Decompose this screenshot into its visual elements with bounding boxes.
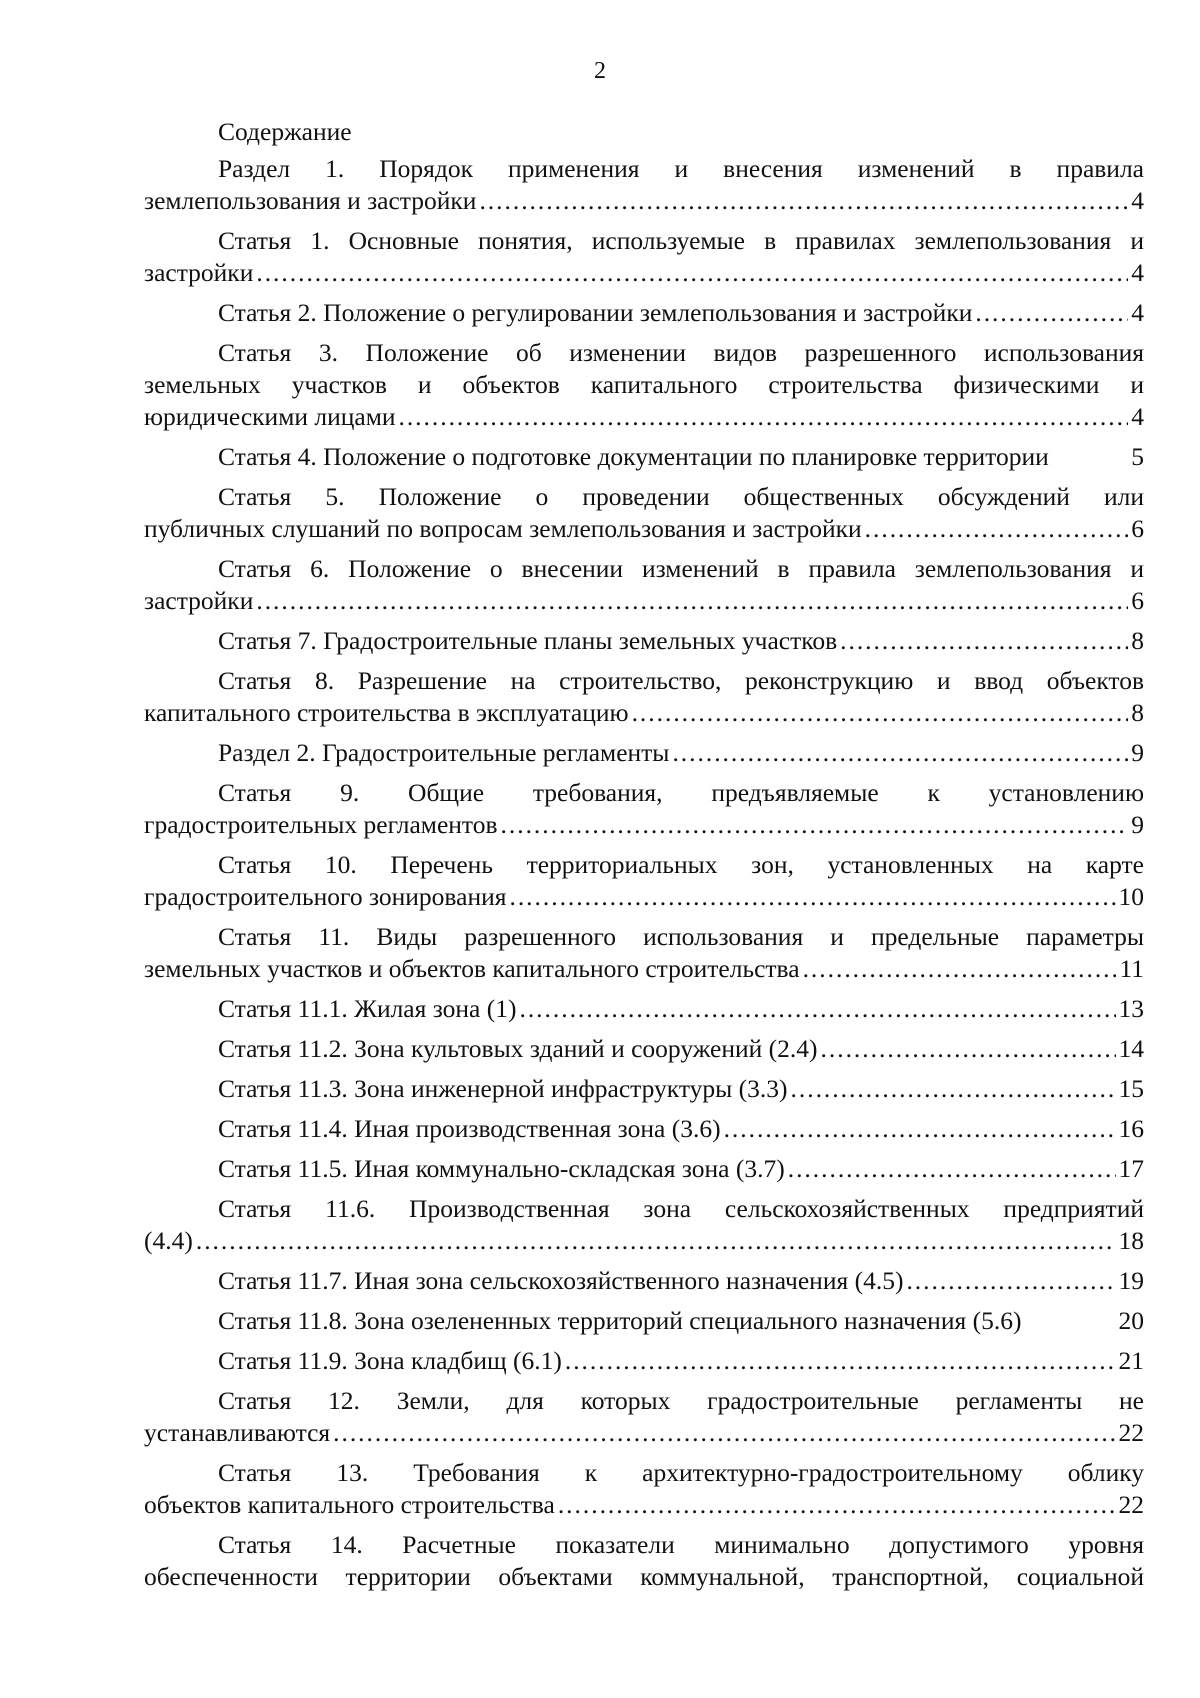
toc-entry-title: Статья 11.2. Зона культовых зданий и сооружений (2.4) (218, 1034, 818, 1063)
dot-leader (672, 737, 1128, 769)
toc-entry (144, 849, 1144, 913)
dot-leader (840, 625, 1128, 657)
toc-entry-heading: Статья 6. Положение о внесении изменений в правила землепользования и (218, 554, 1144, 583)
toc-entry-heading: Статья 3. Положение об изменении видов разрешенного использования (218, 338, 1144, 367)
toc-entry-title: объектов капитального строительства (144, 1490, 555, 1519)
toc-entry (144, 921, 1144, 985)
toc-entry-line (144, 881, 1144, 913)
dot-leader (479, 185, 1128, 217)
toc-page-number: 5 (1131, 442, 1144, 471)
toc-entry-heading: Статья 11. Виды разрешенного использования и предельные параметры (218, 922, 1144, 951)
toc-entry-title: юридическими лицами (144, 402, 396, 431)
toc-page-number: 9 (1131, 810, 1144, 839)
toc-entry (144, 1265, 1144, 1297)
toc-entry-continued (144, 1529, 1144, 1593)
toc-entry-line (144, 1113, 1144, 1145)
toc-entry-line (144, 809, 1144, 841)
toc-entry (144, 1305, 1144, 1337)
table-of-contents (144, 153, 1144, 1601)
toc-entry-line (144, 441, 1144, 473)
toc-page-number: 11 (1119, 954, 1144, 983)
toc-entry-line (144, 1417, 1144, 1449)
toc-entry (144, 441, 1144, 473)
toc-page-number: 22 (1118, 1490, 1144, 1519)
toc-entry-title: Статья 11.7. Иная зона сельскохозяйственного назначения (4.5) (218, 1266, 904, 1295)
toc-entry (144, 1385, 1144, 1449)
toc-page-number: 14 (1118, 1034, 1144, 1063)
toc-page-number: 4 (1131, 298, 1144, 327)
toc-entry-title: Раздел 2. Градостроительные регламенты (218, 738, 670, 767)
toc-entry (144, 625, 1144, 657)
toc-entry-line (144, 257, 1144, 289)
toc-entry-title: капитального строительства в эксплуатацию (144, 698, 629, 727)
toc-entry-line (144, 993, 1144, 1025)
toc-page-number: 18 (1118, 1226, 1144, 1255)
toc-entry-line (144, 1033, 1144, 1065)
toc-page-number: 6 (1131, 586, 1144, 615)
dot-leader (632, 697, 1129, 729)
toc-entry-line (144, 1489, 1144, 1521)
dot-leader (398, 401, 1128, 433)
dot-leader (791, 1073, 1116, 1105)
toc-entry-line (144, 953, 1144, 985)
dot-leader (519, 993, 1115, 1025)
toc-entry-title: градостроительных регламентов (144, 810, 498, 839)
toc-page-number: 4 (1131, 402, 1144, 431)
dot-leader (788, 1153, 1116, 1185)
toc-entry-title: застройки (144, 586, 254, 615)
toc-entry-heading: Статья 12. Земли, для которых градостроительные регламенты не (218, 1386, 1144, 1415)
toc-entry-line (144, 625, 1144, 657)
toc-entry (144, 225, 1144, 289)
toc-entry-line (144, 737, 1144, 769)
toc-page-number: 13 (1118, 994, 1144, 1023)
toc-entry-title: Статья 11.1. Жилая зона (1) (218, 994, 517, 1023)
dot-leader (565, 1345, 1116, 1377)
toc-entry-heading: Статья 1. Основные понятия, используемые в правилах землепользования и (218, 226, 1144, 255)
toc-entry-title: Статья 11.3. Зона инженерной инфраструктуры (3.3) (218, 1074, 788, 1103)
dot-leader (558, 1489, 1116, 1521)
dot-leader (256, 257, 1128, 289)
toc-entry (144, 665, 1144, 729)
toc-entry (144, 153, 1144, 217)
toc-page-number: 17 (1118, 1154, 1144, 1183)
toc-entry-heading: Раздел 1. Порядок применения и внесения изменений в правила (218, 154, 1144, 183)
toc-entry-title: (4.4) (144, 1226, 193, 1255)
toc-entry-title: землепользования и застройки (144, 186, 477, 215)
toc-entry (144, 1033, 1144, 1065)
dot-leader (501, 809, 1129, 841)
dot-leader (333, 1417, 1115, 1449)
toc-entry-line (144, 1345, 1144, 1377)
dot-leader (865, 513, 1129, 545)
toc-entry-title: устанавливаются (144, 1418, 331, 1447)
dot-leader (724, 1113, 1116, 1145)
toc-entry (144, 1193, 1144, 1257)
toc-entry-heading: Статья 8. Разрешение на строительство, реконструкцию и ввод объектов (218, 666, 1144, 695)
toc-entry-line (144, 585, 1144, 617)
dot-leader (196, 1225, 1116, 1257)
toc-entry-heading: Статья 9. Общие требования, предъявляемые к установлению (218, 778, 1144, 807)
toc-entry-title: Статья 4. Положение о подготовке документации по планировке территории (218, 442, 1049, 471)
toc-page-number: 21 (1118, 1346, 1144, 1375)
dot-leader (256, 585, 1128, 617)
toc-page-number: 4 (1131, 186, 1144, 215)
toc-entry-title: Статья 11.5. Иная коммунально-складская зона (3.7) (218, 1154, 785, 1183)
toc-page-number: 22 (1118, 1418, 1144, 1447)
toc-entry-line (144, 1073, 1144, 1105)
toc-entry (144, 777, 1144, 841)
dot-leader (509, 881, 1115, 913)
toc-entry-heading: Статья 13. Требования к архитектурно-градостроительному облику (218, 1458, 1144, 1487)
toc-entry-title: градостроительного зонирования (144, 882, 507, 911)
toc-entry-heading: Статья 14. Расчетные показатели минимально допустимого уровня (218, 1530, 1144, 1559)
toc-page-number: 15 (1118, 1074, 1144, 1103)
toc-entry-line (144, 185, 1144, 217)
toc-entry-title: Статья 11.8. Зона озелененных территорий специального назначения (5.6) (218, 1306, 1022, 1335)
toc-entry (144, 337, 1144, 433)
toc-entry-heading: Статья 10. Перечень территориальных зон, установленных на карте (218, 850, 1144, 879)
toc-page-number: 9 (1131, 738, 1144, 767)
toc-entry (144, 1073, 1144, 1105)
toc-entry (144, 737, 1144, 769)
toc-page-number: 10 (1118, 882, 1144, 911)
toc-entry (144, 993, 1144, 1025)
toc-entry-title: публичных слушаний по вопросам землепользования и застройки (144, 514, 862, 543)
toc-entry (144, 1153, 1144, 1185)
toc-entry-heading-continued: земельных участков и объектов капитального строительства физическими и (144, 370, 1144, 399)
dot-leader (803, 953, 1117, 985)
toc-entry-line (144, 1265, 1144, 1297)
toc-title: Содержание (218, 117, 352, 146)
toc-entry-title: застройки (144, 258, 254, 287)
toc-entry-heading: Статья 11.6. Производственная зона сельскохозяйственных предприятий (218, 1194, 1144, 1223)
toc-entry-line (144, 1305, 1144, 1337)
toc-entry (144, 481, 1144, 545)
toc-entry (144, 553, 1144, 617)
toc-entry-title: Статья 7. Градостроительные планы земельных участков (218, 626, 838, 655)
toc-entry-heading-continued: обеспеченности территории объектами коммунальной, транспортной, социальной (144, 1562, 1144, 1591)
dot-leader (975, 297, 1128, 329)
toc-entry-line (144, 401, 1144, 433)
dot-leader (821, 1033, 1116, 1065)
toc-entry-line (144, 697, 1144, 729)
toc-page-number: 8 (1131, 698, 1144, 727)
toc-entry-heading: Статья 5. Положение о проведении общественных обсуждений или (218, 482, 1144, 511)
toc-entry-line (144, 1153, 1144, 1185)
page-number: 2 (594, 58, 606, 84)
toc-page-number: 8 (1131, 626, 1144, 655)
toc-entry-title: Статья 11.9. Зона кладбищ (6.1) (218, 1346, 562, 1375)
toc-entry (144, 297, 1144, 329)
toc-page-number: 20 (1118, 1306, 1144, 1335)
toc-entry (144, 1457, 1144, 1521)
toc-entry-line (144, 1225, 1144, 1257)
toc-page-number: 19 (1118, 1266, 1144, 1295)
toc-page-number: 16 (1118, 1114, 1144, 1143)
toc-entry-title: Статья 2. Положение о регулировании землепользования и застройки (218, 298, 973, 327)
toc-entry (144, 1345, 1144, 1377)
toc-entry-title: Статья 11.4. Иная производственная зона (3.6) (218, 1114, 721, 1143)
toc-entry-line (144, 297, 1144, 329)
toc-page-number: 6 (1131, 514, 1144, 543)
toc-page-number: 4 (1131, 258, 1144, 287)
toc-entry (144, 1113, 1144, 1145)
toc-entry-title: земельных участков и объектов капитального строительства (144, 954, 800, 983)
dot-leader (906, 1265, 1115, 1297)
toc-entry-line (144, 513, 1144, 545)
